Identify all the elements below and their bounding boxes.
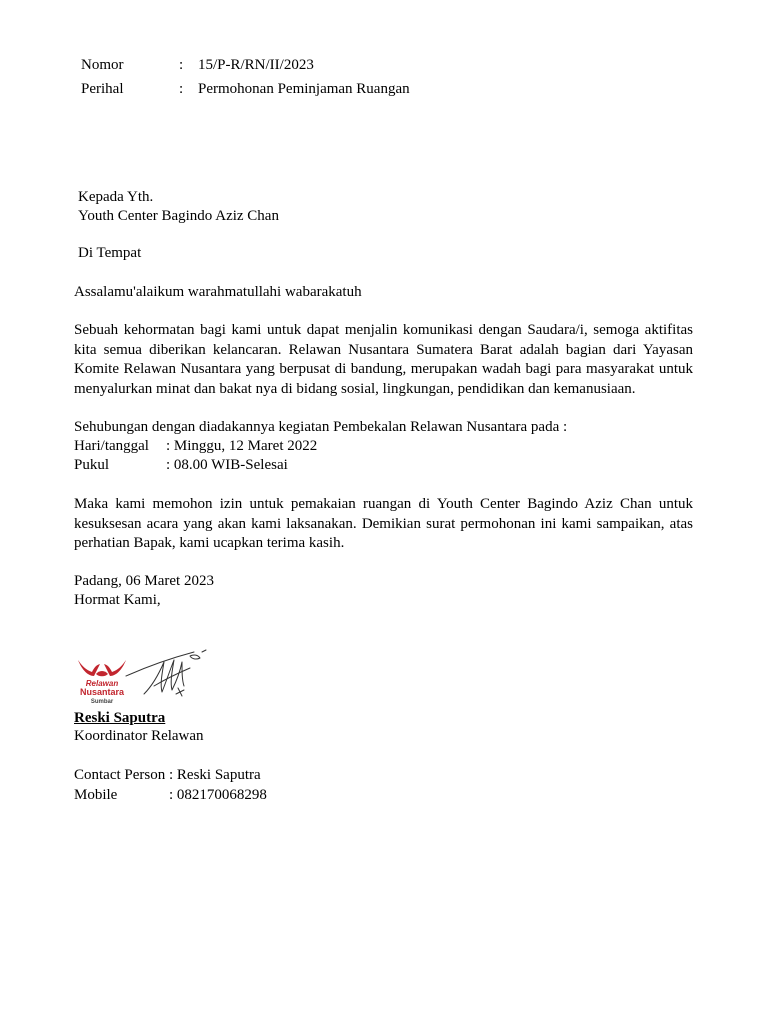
place-date: Padang, 06 Maret 2023 [74, 573, 214, 589]
mobile-label: Mobile [74, 787, 118, 803]
nomor-value: 15/P-R/RN/II/2023 [198, 57, 314, 73]
nomor-colon: : [179, 57, 184, 73]
perihal-label: Perihal [81, 81, 124, 97]
recipient-line-1: Kepada Yth. [78, 189, 154, 205]
nomor-label: Nomor [81, 57, 124, 73]
time-value: : 08.00 WIB-Selesai [166, 457, 288, 473]
request-paragraph: Maka kami memohon izin untuk pemakaian ruangan di Youth Center Bagindo Aziz Chan untuk kesuksesan acara yang akan kami laksanakan. Demikian surat permohonan ini kami sampaikan, atas perhatian Bapak, kami ucapkan terima kasih. [74, 496, 693, 551]
date-label: Hari/tanggal [74, 438, 149, 454]
signature-icon [124, 646, 210, 704]
intro-paragraph: Sebuah kehormatan bagi kami untuk dapat menjalin komunikasi dengan Saudara/i, semoga aktifitas kita semua diberikan kelancaran. Relawan Nusantara Sumatera Barat adalah bagian dari Yayasan Komite Relawan Nusantara yang berpusat di bandung, merupakan wadah bagi para masyarakat untuk menyalurkan minat dan bakat nya di bidang sosial, lingkungan, pendidikan dan kemanusiaan. [74, 322, 693, 397]
time-label: Pukul [74, 457, 110, 473]
logo-text-1: Relawan [85, 679, 119, 688]
signatory-title: Koordinator Relawan [74, 728, 204, 744]
logo-text-2: Nusantara [79, 687, 125, 697]
contact-person-value: : Reski Saputra [169, 767, 261, 783]
relawan-nusantara-logo-icon [74, 656, 130, 706]
perihal-value: Permohonan Peminjaman Ruangan [198, 81, 410, 97]
perihal-colon: : [179, 81, 184, 97]
event-intro: Sehubungan dengan diadakannya kegiatan Pembekalan Relawan Nusantara pada : [74, 419, 568, 435]
greeting: Assalamu'alaikum warahmatullahi wabarakatuh [74, 284, 362, 300]
logo-text-3: Sumbar [90, 699, 114, 705]
recipient-line-3: Di Tempat [78, 245, 142, 261]
contact-person-label: Contact Person [74, 767, 166, 783]
date-value: : Minggu, 12 Maret 2022 [166, 438, 318, 454]
mobile-value: : 082170068298 [169, 787, 267, 803]
recipient-line-2: Youth Center Bagindo Aziz Chan [78, 208, 279, 224]
regards: Hormat Kami, [74, 592, 161, 608]
signatory-name: Reski Saputra [74, 710, 166, 726]
